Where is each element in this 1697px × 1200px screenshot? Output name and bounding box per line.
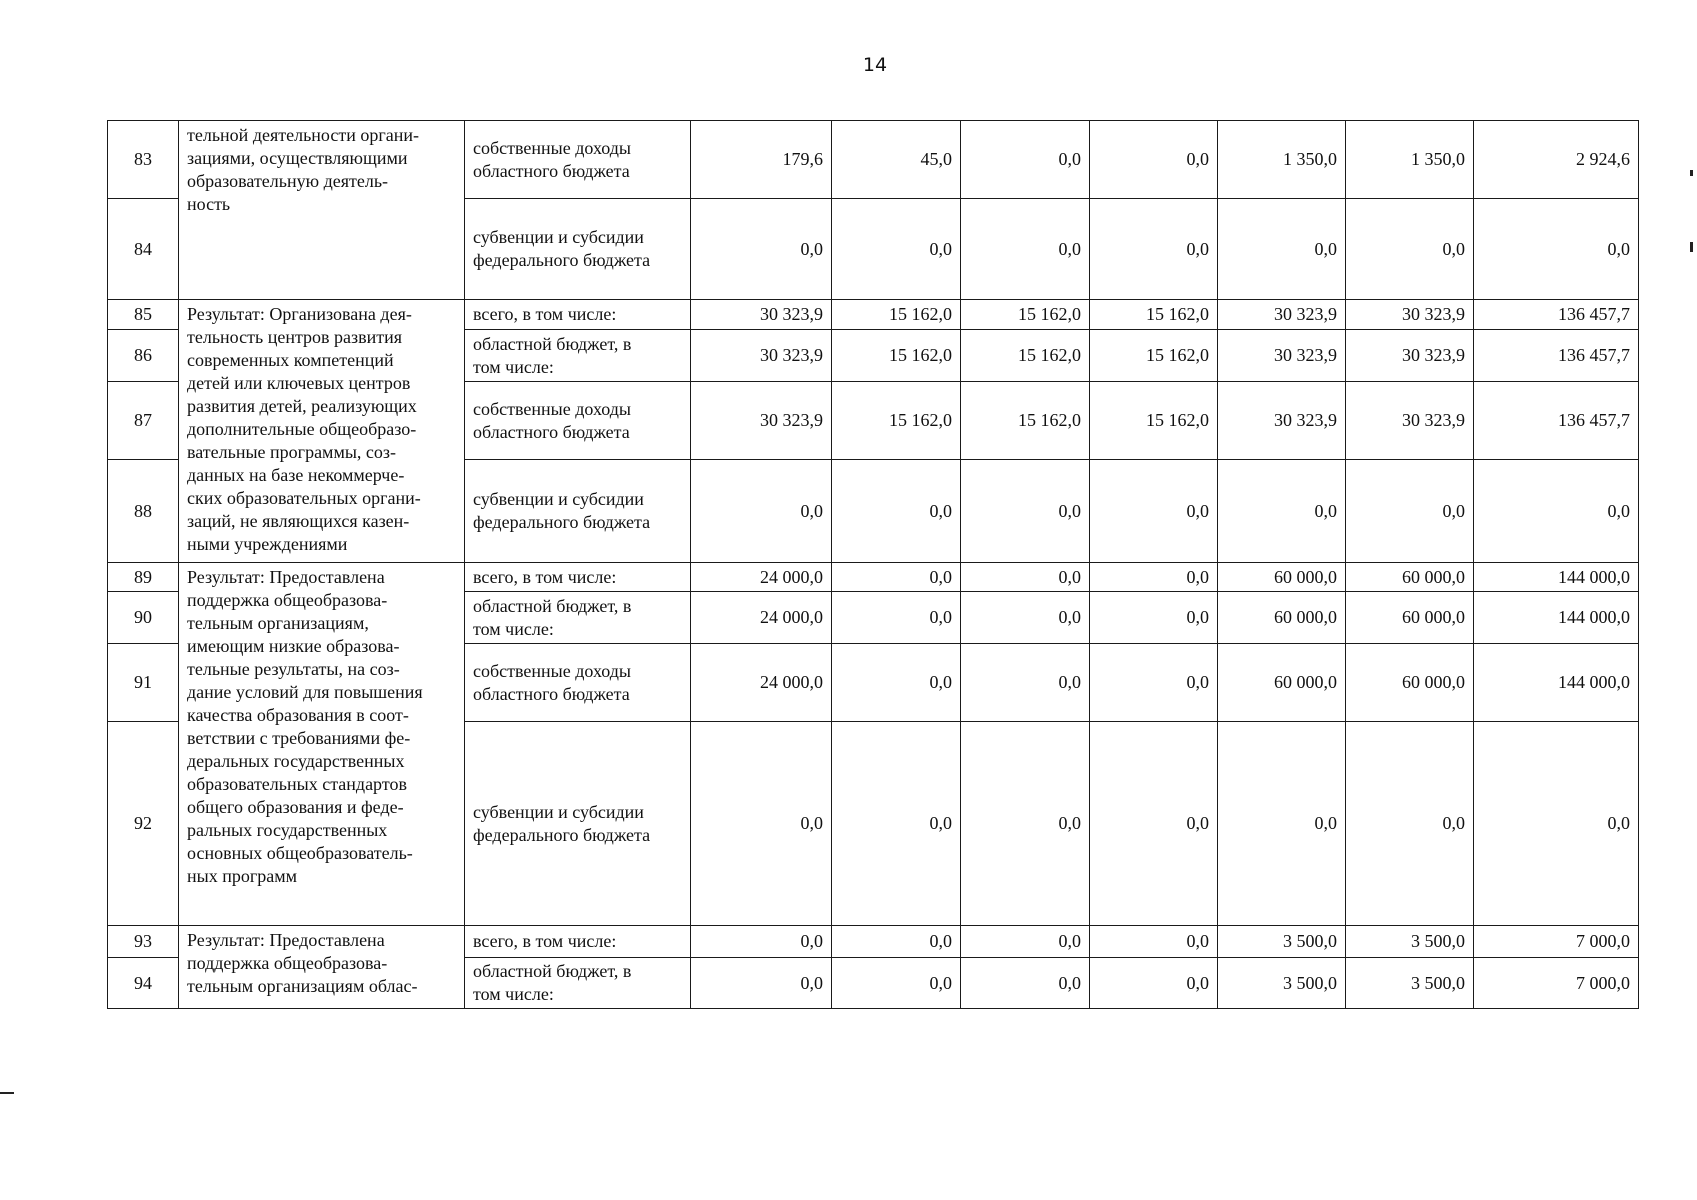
amount-cell: 0,0 bbox=[1346, 722, 1474, 926]
amount-cell: 7 000,0 bbox=[1474, 958, 1639, 1009]
amount-cell: 0,0 bbox=[1090, 592, 1218, 644]
funding-source: всего, в том числе: bbox=[465, 563, 691, 592]
amount-cell: 24 000,0 bbox=[691, 592, 832, 644]
table-row bbox=[108, 926, 1639, 958]
amount-cell: 30 323,9 bbox=[691, 382, 832, 460]
amount-cell: 60 000,0 bbox=[1218, 592, 1346, 644]
amount-cell: 30 323,9 bbox=[1346, 330, 1474, 382]
funding-source: собственные доходы областного бюджета bbox=[465, 382, 691, 460]
row-description: Результат: Организована дея- тельность центров развития современных компетенций детей или ключевых центров развития детей, реализующих дополнительные общеобразо- вательные программы, соз- данных на базе некоммерче- ских образовательных органи- заций, не являющихся казен- ными учреждениями bbox=[179, 300, 465, 563]
amount-cell: 0,0 bbox=[1090, 563, 1218, 592]
row-number: 91 bbox=[108, 644, 179, 722]
funding-source: областной бюджет, в том числе: bbox=[465, 958, 691, 1009]
amount-cell: 0,0 bbox=[1218, 722, 1346, 926]
amount-cell: 0,0 bbox=[1090, 121, 1218, 199]
amount-cell: 30 323,9 bbox=[1346, 382, 1474, 460]
row-description: Результат: Предоставлена поддержка общеобразова- тельным организациям облас- bbox=[179, 926, 465, 1009]
amount-cell: 0,0 bbox=[691, 199, 832, 300]
amount-cell: 136 457,7 bbox=[1474, 330, 1639, 382]
row-number: 84 bbox=[108, 199, 179, 300]
amount-cell: 1 350,0 bbox=[1218, 121, 1346, 199]
amount-cell: 0,0 bbox=[832, 563, 961, 592]
amount-cell: 0,0 bbox=[1474, 722, 1639, 926]
amount-cell: 3 500,0 bbox=[1346, 926, 1474, 958]
amount-cell: 0,0 bbox=[1218, 199, 1346, 300]
margin-mark bbox=[1690, 242, 1693, 252]
page-number: 14 bbox=[862, 54, 888, 76]
amount-cell: 30 323,9 bbox=[1218, 300, 1346, 330]
amount-cell: 3 500,0 bbox=[1346, 958, 1474, 1009]
amount-cell: 0,0 bbox=[691, 958, 832, 1009]
row-number: 94 bbox=[108, 958, 179, 1009]
amount-cell: 3 500,0 bbox=[1218, 926, 1346, 958]
funding-source: субвенции и субсидии федерального бюджета bbox=[465, 460, 691, 563]
amount-cell: 0,0 bbox=[1218, 460, 1346, 563]
amount-cell: 30 323,9 bbox=[1218, 330, 1346, 382]
row-description: Результат: Предоставлена поддержка общеобразова- тельным организациям, имеющим низкие образова- тельные результаты, на соз- дание условий для повышения качества образования в соот- ветствии с требованиями фе- деральных государственных образовательных стандартов общего образования и феде- ральных государственных основных общеобразователь- ных программ bbox=[179, 563, 465, 926]
amount-cell: 144 000,0 bbox=[1474, 592, 1639, 644]
amount-cell: 0,0 bbox=[961, 592, 1090, 644]
amount-cell: 0,0 bbox=[1346, 199, 1474, 300]
amount-cell: 0,0 bbox=[691, 926, 832, 958]
amount-cell: 0,0 bbox=[961, 199, 1090, 300]
funding-source: областной бюджет, в том числе: bbox=[465, 592, 691, 644]
margin-mark bbox=[0, 1092, 14, 1094]
amount-cell: 0,0 bbox=[961, 722, 1090, 926]
amount-cell: 136 457,7 bbox=[1474, 382, 1639, 460]
amount-cell: 15 162,0 bbox=[1090, 382, 1218, 460]
funding-source: областной бюджет, в том числе: bbox=[465, 330, 691, 382]
amount-cell: 30 323,9 bbox=[1218, 382, 1346, 460]
amount-cell: 15 162,0 bbox=[1090, 300, 1218, 330]
funding-source: всего, в том числе: bbox=[465, 300, 691, 330]
margin-mark bbox=[1690, 170, 1693, 176]
funding-source: собственные доходы областного бюджета bbox=[465, 644, 691, 722]
amount-cell: 0,0 bbox=[832, 644, 961, 722]
amount-cell: 0,0 bbox=[961, 958, 1090, 1009]
amount-cell: 7 000,0 bbox=[1474, 926, 1639, 958]
row-number: 87 bbox=[108, 382, 179, 460]
amount-cell: 144 000,0 bbox=[1474, 563, 1639, 592]
amount-cell: 0,0 bbox=[832, 199, 961, 300]
amount-cell: 179,6 bbox=[691, 121, 832, 199]
amount-cell: 0,0 bbox=[832, 926, 961, 958]
row-number: 92 bbox=[108, 722, 179, 926]
amount-cell: 0,0 bbox=[961, 563, 1090, 592]
funding-source: субвенции и субсидии федерального бюджета bbox=[465, 199, 691, 300]
amount-cell: 24 000,0 bbox=[691, 644, 832, 722]
row-number: 90 bbox=[108, 592, 179, 644]
table-row bbox=[108, 300, 1639, 330]
funding-source: всего, в том числе: bbox=[465, 926, 691, 958]
row-number: 88 bbox=[108, 460, 179, 563]
budget-table bbox=[107, 120, 1639, 1009]
table-row bbox=[108, 121, 1639, 199]
amount-cell: 60 000,0 bbox=[1218, 644, 1346, 722]
funding-source: субвенции и субсидии федерального бюджета bbox=[465, 722, 691, 926]
amount-cell: 60 000,0 bbox=[1218, 563, 1346, 592]
amount-cell: 3 500,0 bbox=[1218, 958, 1346, 1009]
amount-cell: 0,0 bbox=[1346, 460, 1474, 563]
amount-cell: 0,0 bbox=[961, 644, 1090, 722]
amount-cell: 60 000,0 bbox=[1346, 563, 1474, 592]
amount-cell: 0,0 bbox=[832, 460, 961, 563]
amount-cell: 15 162,0 bbox=[832, 330, 961, 382]
amount-cell: 136 457,7 bbox=[1474, 300, 1639, 330]
amount-cell: 15 162,0 bbox=[961, 382, 1090, 460]
amount-cell: 0,0 bbox=[1090, 926, 1218, 958]
amount-cell: 0,0 bbox=[1090, 460, 1218, 563]
amount-cell: 0,0 bbox=[1090, 644, 1218, 722]
amount-cell: 45,0 bbox=[832, 121, 961, 199]
amount-cell: 0,0 bbox=[832, 958, 961, 1009]
amount-cell: 0,0 bbox=[691, 460, 832, 563]
amount-cell: 0,0 bbox=[961, 121, 1090, 199]
amount-cell: 24 000,0 bbox=[691, 563, 832, 592]
amount-cell: 15 162,0 bbox=[961, 300, 1090, 330]
amount-cell: 30 323,9 bbox=[691, 300, 832, 330]
row-number: 85 bbox=[108, 300, 179, 330]
amount-cell: 30 323,9 bbox=[691, 330, 832, 382]
amount-cell: 15 162,0 bbox=[1090, 330, 1218, 382]
amount-cell: 0,0 bbox=[1474, 460, 1639, 563]
amount-cell: 15 162,0 bbox=[832, 300, 961, 330]
amount-cell: 2 924,6 bbox=[1474, 121, 1639, 199]
amount-cell: 0,0 bbox=[1474, 199, 1639, 300]
row-number: 83 bbox=[108, 121, 179, 199]
amount-cell: 0,0 bbox=[1090, 958, 1218, 1009]
amount-cell: 0,0 bbox=[832, 722, 961, 926]
amount-cell: 0,0 bbox=[1090, 199, 1218, 300]
amount-cell: 0,0 bbox=[691, 722, 832, 926]
amount-cell: 0,0 bbox=[1090, 722, 1218, 926]
amount-cell: 144 000,0 bbox=[1474, 644, 1639, 722]
table-row bbox=[108, 563, 1639, 592]
amount-cell: 0,0 bbox=[961, 926, 1090, 958]
amount-cell: 0,0 bbox=[961, 460, 1090, 563]
row-number: 93 bbox=[108, 926, 179, 958]
row-number: 89 bbox=[108, 563, 179, 592]
row-number: 86 bbox=[108, 330, 179, 382]
amount-cell: 60 000,0 bbox=[1346, 644, 1474, 722]
funding-source: собственные доходы областного бюджета bbox=[465, 121, 691, 199]
amount-cell: 30 323,9 bbox=[1346, 300, 1474, 330]
amount-cell: 15 162,0 bbox=[961, 330, 1090, 382]
amount-cell: 60 000,0 bbox=[1346, 592, 1474, 644]
amount-cell: 0,0 bbox=[832, 592, 961, 644]
amount-cell: 1 350,0 bbox=[1346, 121, 1474, 199]
row-description: тельной деятельности органи- зациями, осуществляющими образовательную деятель- ность bbox=[179, 121, 465, 300]
amount-cell: 15 162,0 bbox=[832, 382, 961, 460]
